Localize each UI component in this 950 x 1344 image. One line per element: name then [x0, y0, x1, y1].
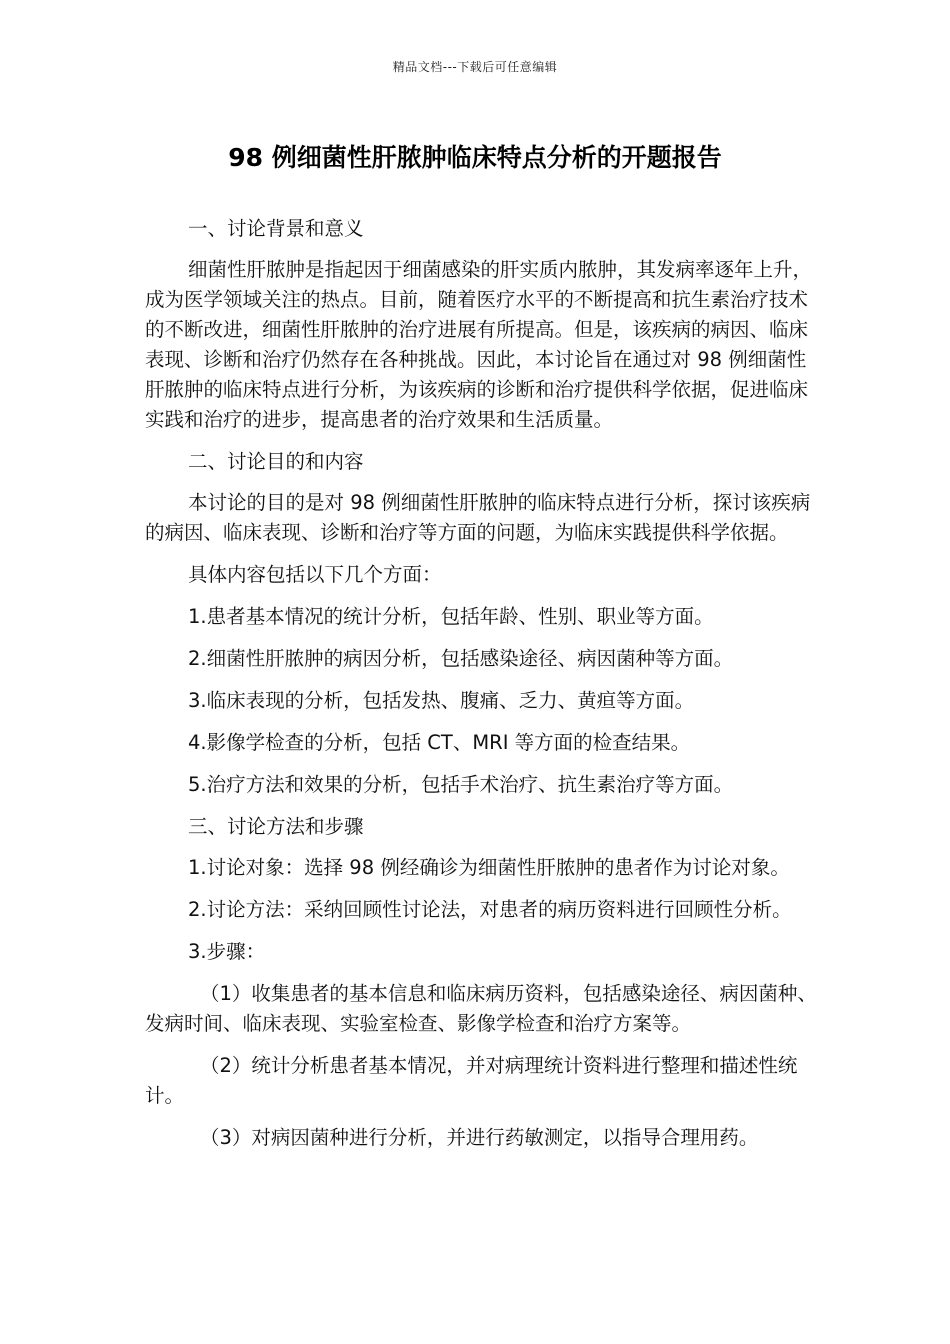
list-item-content: 1.患者基本情况的统计分析，包括年龄、性别、职业等方面。	[188, 605, 714, 628]
header-note: 精品文档---下载后可任意编辑	[392, 60, 558, 74]
list-item-content: 4.影像学检查的分析，包括 CT、MRI 等方面的检查结果。	[188, 731, 691, 754]
list-item-step: （1）收集患者的基本信息和临床病历资料，包括感染途径、病因菌种、发病时间、临床表现、实验室检查、影像学检查和治疗方案等。	[145, 982, 817, 1035]
paragraph-purpose: 本讨论的目的是对 98 例细菌性肝脓肿的临床特点进行分析，探讨该疾病的病因、临床表现、诊断和治疗等方面的问题，为临床实践提供科学依据。	[145, 491, 811, 544]
paragraph-content-intro: 具体内容包括以下几个方面：	[188, 563, 442, 586]
document-title: 98 例细菌性肝脓肿临床特点分析的开题报告	[228, 143, 722, 172]
section-heading-background: 一、讨论背景和意义	[188, 217, 364, 240]
paragraph-background: 细菌性肝脓肿是指起因于细菌感染的肝实质内脓肿，其发病率逐年上升，成为医学领域关注的热点。目前，随着医疗水平的不断提高和抗生素治疗技术的不断改进，细菌性肝脓肿的治疗进展有所提高。但是，该疾病的病因、临床表现、诊断和治疗仍然存在各种挑战。因此，本讨论旨在通过对 98 例细菌性肝脓肿的临床特点进行分析，为该疾病的诊断和治疗提供科学依据，促进临床实践和治疗的进步，提高患者的治疗效果和生活质量。	[145, 258, 813, 431]
list-item-step: （2）统计分析患者基本情况，并对病理统计资料进行整理和描述性统计。	[145, 1054, 798, 1107]
list-item-content: 3.临床表现的分析，包括发热、腹痛、乏力、黄疸等方面。	[188, 689, 695, 712]
list-item-step: （3）对病因菌种进行分析，并进行药敏测定，以指导合理用药。	[200, 1126, 759, 1149]
document-body	[145, 214, 817, 1165]
list-item-method: 2.讨论方法：采纳回顾性讨论法，对患者的病历资料进行回顾性分析。	[188, 898, 792, 921]
list-item-method: 1.讨论对象：选择 98 例经确诊为细菌性肝脓肿的患者作为讨论对象。	[188, 856, 790, 879]
section-heading-purpose: 二、讨论目的和内容	[188, 450, 364, 473]
list-item-content: 2.细菌性肝脓肿的病因分析，包括感染途径、病因菌种等方面。	[188, 647, 734, 670]
list-item-content: 5.治疗方法和效果的分析，包括手术治疗、抗生素治疗等方面。	[188, 773, 734, 796]
list-item-method: 3.步骤：	[188, 940, 266, 963]
section-heading-methods: 三、讨论方法和步骤	[188, 815, 364, 838]
